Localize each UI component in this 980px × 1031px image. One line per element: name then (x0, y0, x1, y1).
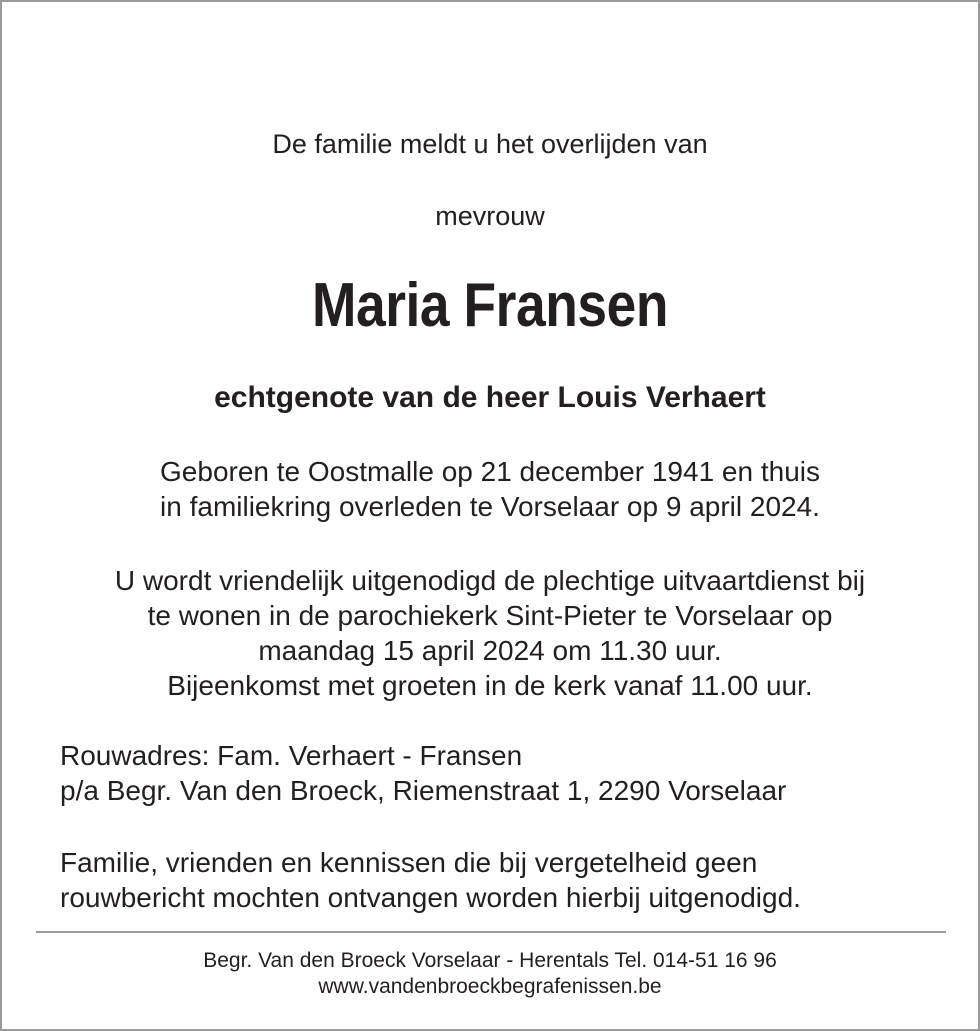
footer (2, 948, 978, 1000)
invitation-note (60, 845, 940, 915)
honorific: mevrouw (435, 201, 545, 231)
address-line-1: Rouwadres: Fam. Verhaert - Fransen (60, 740, 523, 771)
address-line-2: p/a Begr. Van den Broeck, Riemenstraat 1, 2290 Vorselaar (60, 775, 787, 806)
footer-divider (36, 931, 946, 933)
service-line-4: Bijeenkomst met groeten in de kerk vanaf 11.00 uur. (167, 670, 813, 701)
spouse-line: echtgenote van de heer Louis Verhaert (214, 381, 766, 414)
invite-line-1: Familie, vrienden en kennissen die bij vergetelheid geen (60, 847, 758, 878)
birth-line-1: Geboren te Oostmalle op 21 december 1941 en thuis (160, 456, 820, 487)
intro-text: De familie meldt u het overlijden van (272, 129, 708, 159)
invite-line-2: rouwbericht mochten ontvangen worden hierbij uitgenodigd. (60, 882, 801, 913)
website-link[interactable]: www.vandenbroeckbegrafenissen.be (318, 975, 662, 998)
funeral-home-info: Begr. Van den Broeck Vorselaar - Herentals Tel. 014-51 16 96 (203, 949, 777, 972)
deceased-name: Maria Fransen (312, 271, 668, 340)
mourning-address (60, 738, 940, 808)
funeral-service-paragraph (2, 563, 978, 703)
service-line-3: maandag 15 april 2024 om 11.30 uur. (258, 635, 722, 666)
service-line-2: te wonen in de parochiekerk Sint-Pieter te Vorselaar op (147, 600, 833, 631)
birth-death-paragraph (2, 454, 978, 524)
birth-line-2: in familiekring overleden te Vorselaar op 9 april 2024. (160, 491, 820, 522)
service-line-1: U wordt vriendelijk uitgenodigd de plechtige uitvaartdienst bij (114, 565, 866, 596)
